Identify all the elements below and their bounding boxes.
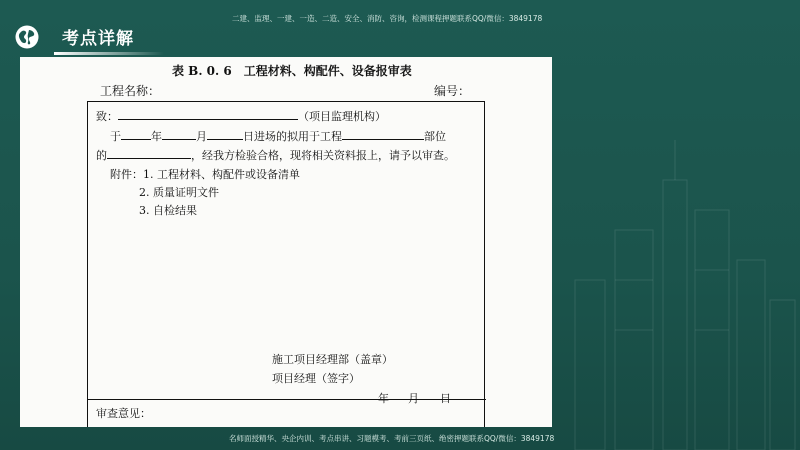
- form-document: [20, 57, 552, 427]
- form-title: 表 B. 0. 6 工程材料、构配件、设备报审表: [172, 64, 412, 78]
- attachments-label: [110, 166, 300, 182]
- month-blank: [162, 130, 196, 140]
- to-suffix: （项目监理机构）: [298, 110, 386, 123]
- project-blank: [342, 130, 424, 140]
- construction-dept-seal: 施工项目经理部（盖章）: [272, 353, 393, 366]
- sign-day: 日: [440, 392, 451, 405]
- line2-prefix: 的: [96, 149, 107, 162]
- attachment-item-1: 1. 工程材料、构配件或设备清单: [143, 168, 300, 181]
- line1-year: 年: [151, 130, 162, 143]
- top-banner: [0, 0, 800, 58]
- line2-suffix: ，经我方检验合格，现将相关资料报上，请予以审查。: [191, 149, 455, 162]
- sign-year: 年: [378, 392, 389, 405]
- attachment-item-2: 2. 质量证明文件: [139, 186, 219, 199]
- line1-month: 月: [196, 130, 207, 143]
- form-box: [87, 101, 485, 427]
- project-manager-signature: 项目经理（签字）: [272, 372, 360, 385]
- review-opinion-label: 审查意见：: [96, 407, 151, 420]
- review-section: [88, 399, 486, 427]
- part-blank: [107, 149, 191, 159]
- line1-suffix: 部位: [424, 130, 446, 143]
- globe-icon: [14, 24, 40, 50]
- addressee-blank: [118, 110, 298, 120]
- day-blank: [207, 130, 243, 140]
- attachments-label-text: 附件：: [110, 168, 143, 181]
- project-name-label: 工程名称：: [100, 84, 161, 98]
- number-label: 编号：: [434, 84, 471, 98]
- section-title: 考点详解: [62, 29, 134, 49]
- sign-month: 月: [408, 392, 419, 405]
- line1-day: 日进场的拟用于工程: [243, 130, 342, 143]
- addressee-line: [96, 108, 386, 124]
- to-prefix: 致：: [96, 110, 118, 123]
- entry-line-2: [96, 147, 455, 163]
- bottom-contact-note: 名师面授精华、央企内训、考点串讲、习题模考、考前三页纸、绝密押题联系QQ/微信：3849178: [229, 434, 555, 443]
- title-underline: [54, 52, 164, 55]
- attachment-item-3: 3. 自检结果: [139, 204, 197, 217]
- top-contact-note: 二建、监理、一建、一造、二造、安全、消防、咨询，检测课程押题联系QQ/微信：3849178: [232, 14, 543, 23]
- year-blank: [121, 130, 151, 140]
- skyline-decoration: [555, 140, 800, 450]
- line1-prefix: 于: [110, 130, 121, 143]
- entry-line-1: [110, 128, 446, 144]
